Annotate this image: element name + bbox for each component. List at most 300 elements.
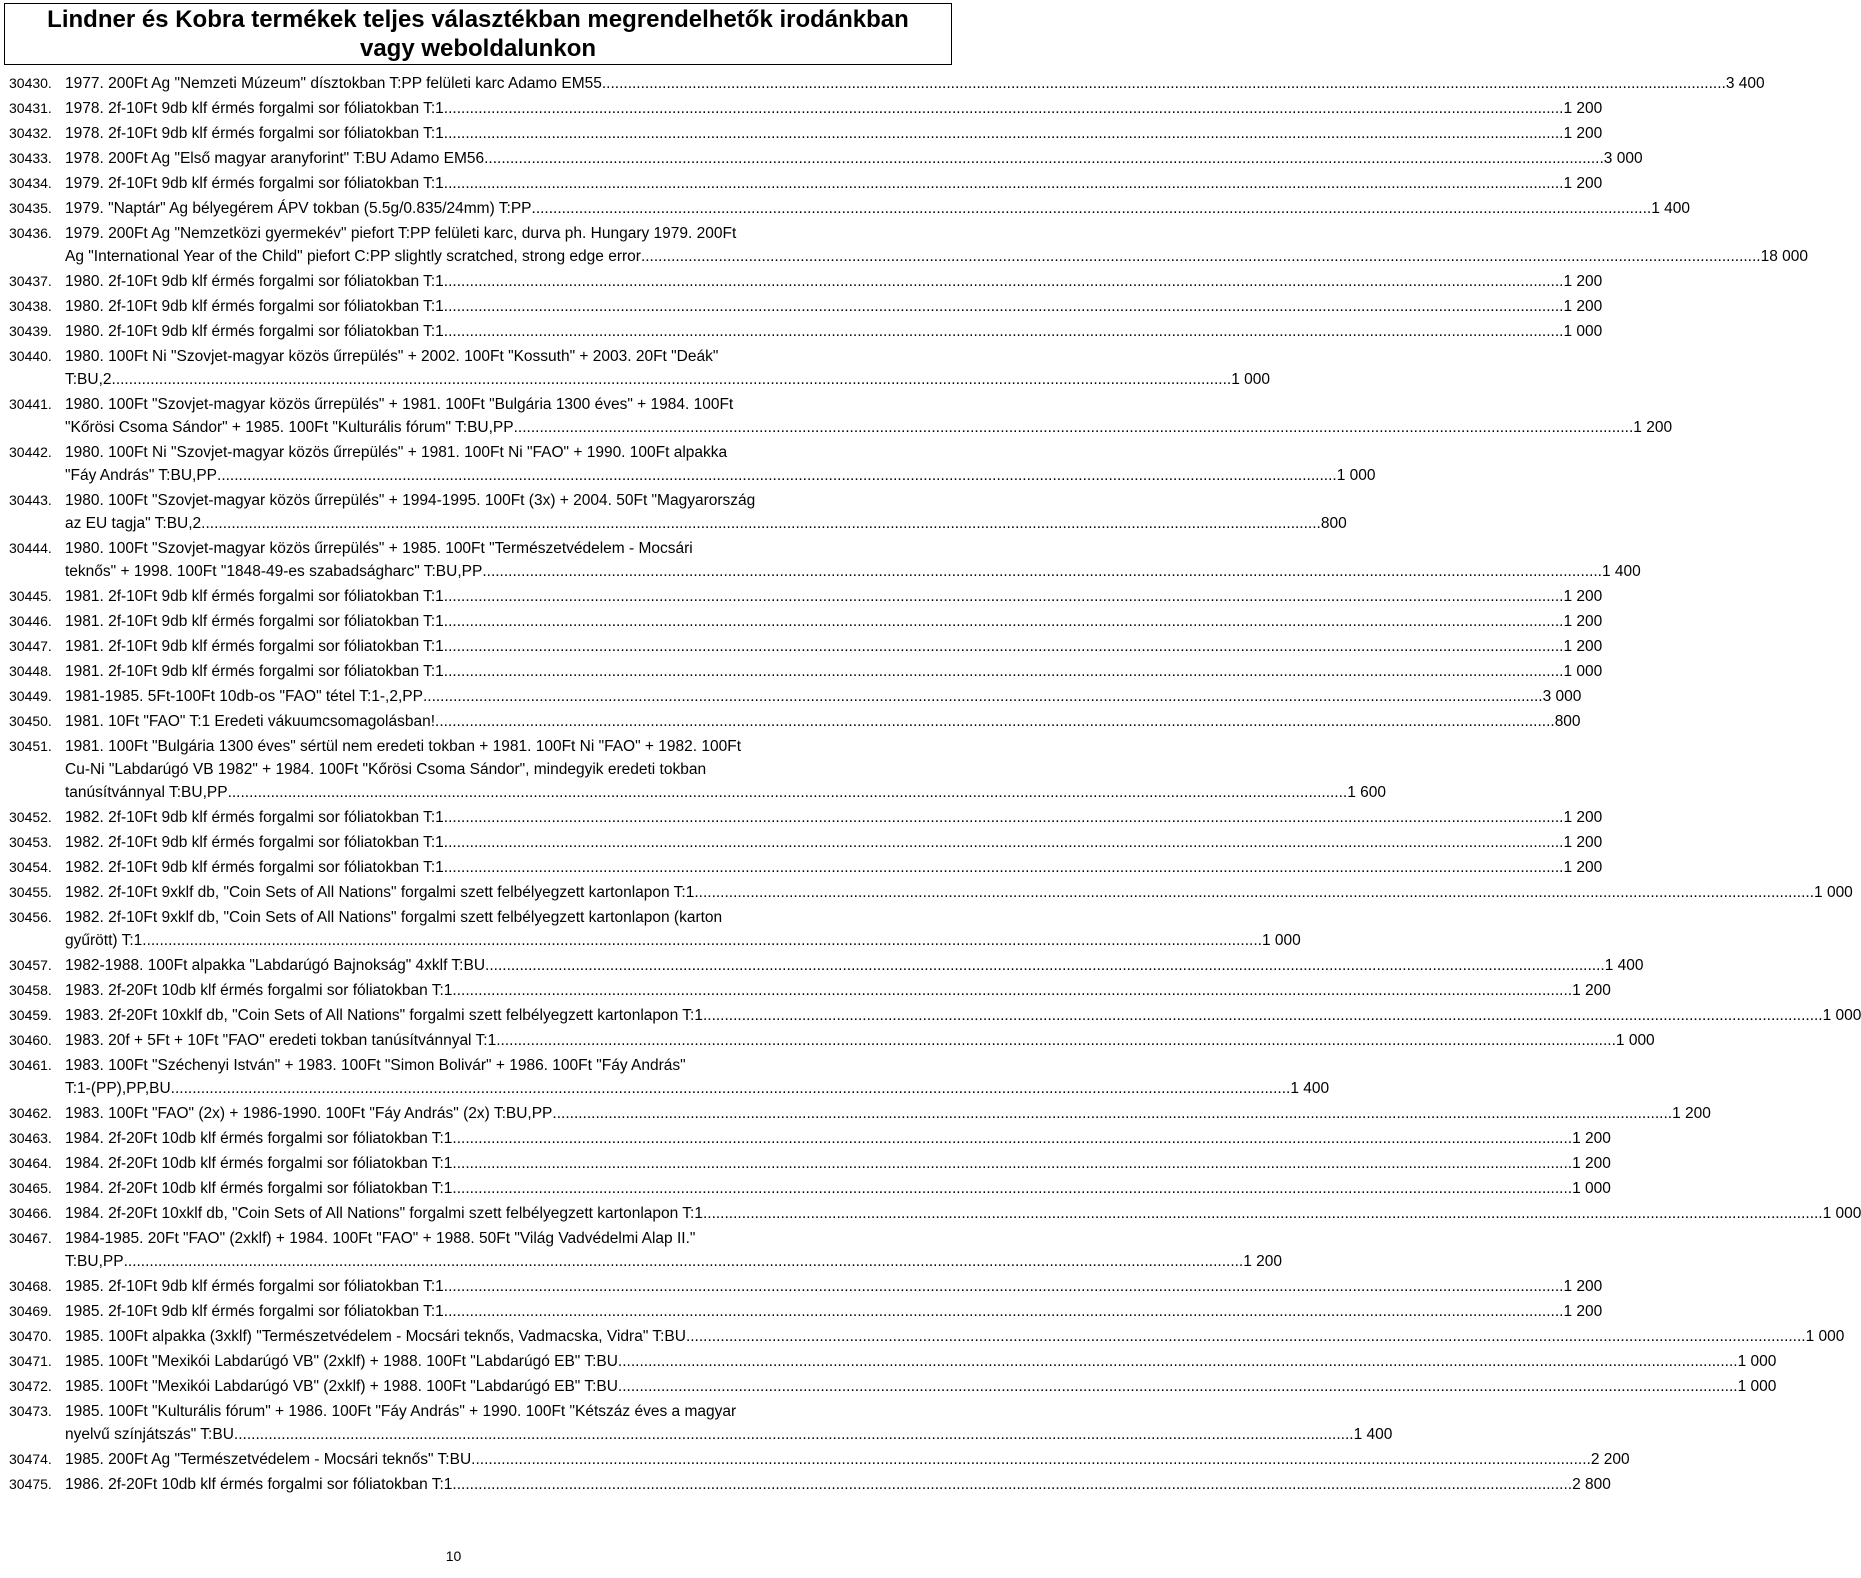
- lot-price: 800: [1320, 515, 1347, 532]
- description-line: [65, 1275, 1603, 1298]
- lot-price: 1 000: [1737, 1378, 1777, 1395]
- lot-price: 1 200: [1563, 809, 1603, 826]
- lot-description: [65, 439, 1376, 487]
- lot-price: 1 600: [1347, 784, 1387, 801]
- lot-description: [65, 1150, 1611, 1175]
- description-text: 1984. 2f-20Ft 10xklf db, "Coin Sets of All Nations" forgalmi szett felbélyegzett kartonlapon T:1: [65, 1205, 703, 1222]
- lot-item: [0, 1298, 1603, 1323]
- lot-number: 30432.: [9, 125, 52, 141]
- description-line: [65, 1177, 1611, 1200]
- description-text: 1978. 2f-10Ft 9db klf érmés forgalmi sor fóliatokban T:1: [65, 125, 444, 142]
- lot-price: 800: [1554, 713, 1581, 730]
- dot-leader: ....................................................................................................................................................................................................................................................................: [640, 248, 1761, 265]
- description-line: [65, 147, 1643, 170]
- description-line: 1985. 100Ft "Kulturális fórum" + 1986. 100Ft "Fáy András" + 1990. 100Ft "Kétszáz éves a magyar: [65, 1403, 737, 1420]
- dot-leader: ....................................................................................................................................................................................................................................................................: [702, 1205, 1823, 1222]
- description-text: 1982. 2f-10Ft 9db klf érmés forgalmi sor fóliatokban T:1: [65, 834, 444, 851]
- dot-leader: ....................................................................................................................................................................................................................................................................: [496, 1032, 1616, 1049]
- dot-leader: ....................................................................................................................................................................................................................................................................: [617, 1353, 1738, 1370]
- description-line: [65, 464, 1376, 487]
- lot-item: [0, 633, 1603, 658]
- lot-price: 18 000: [1760, 248, 1809, 265]
- lot-item: [0, 268, 1603, 293]
- lot-item: [0, 733, 1387, 804]
- lot-description: [65, 1398, 1393, 1446]
- lot-number: 30467.: [9, 1230, 52, 1246]
- description-line: [65, 635, 1603, 658]
- lot-price: 1 400: [1290, 1080, 1330, 1097]
- description-text: 1985. 100Ft "Mexikói Labdarúgó VB" (2xklf) + 1988. 100Ft "Labdarúgó EB" T:BU: [65, 1353, 618, 1370]
- description-text: T:BU,2: [65, 371, 112, 388]
- description-text: 1981. 2f-10Ft 9db klf érmés forgalmi sor fóliatokban T:1: [65, 663, 444, 680]
- lot-description: [65, 633, 1603, 658]
- lot-item: [0, 952, 1644, 977]
- lot-item: [0, 1052, 1330, 1100]
- lot-price: 1 000: [1563, 663, 1603, 680]
- lot-number: 30441.: [9, 396, 52, 412]
- description-text: 1981-1985. 5Ft-100Ft 10db-os "FAO" tétel T:1-,2,PP: [65, 688, 423, 705]
- lot-item: [0, 195, 1690, 220]
- lot-item: [0, 977, 1611, 1002]
- lot-item: [0, 708, 1581, 733]
- description-text: 1979. 2f-10Ft 9db klf érmés forgalmi sor fóliatokban T:1: [65, 175, 444, 192]
- description-line: [65, 320, 1603, 343]
- lot-item: [0, 904, 1301, 952]
- lot-price: 1 400: [1651, 200, 1690, 217]
- lot-item: [0, 854, 1603, 879]
- description-text: 1984. 2f-20Ft 10db klf érmés forgalmi sor fóliatokban T:1: [65, 1130, 453, 1147]
- dot-leader: ....................................................................................................................................................................................................................................................................: [443, 834, 1564, 851]
- dot-leader: ....................................................................................................................................................................................................................................................................: [443, 588, 1564, 605]
- dot-leader: ....................................................................................................................................................................................................................................................................: [685, 1328, 1806, 1345]
- lot-price: 1 200: [1563, 175, 1603, 192]
- lot-description: [65, 343, 1270, 391]
- lot-description: [65, 1471, 1611, 1496]
- lot-price: 1 400: [1604, 957, 1644, 974]
- lot-number: 30437.: [9, 273, 52, 289]
- description-line: 1981. 100Ft "Bulgária 1300 éves" sértül nem eredeti tokban + 1981. 100Ft Ni "FAO" + 1982. 100Ft: [65, 738, 742, 755]
- description-text: Ag "International Year of the Child" piefort C:PP slightly scratched, strong edge error: [65, 248, 641, 265]
- lot-price: 1 000: [1822, 1007, 1861, 1024]
- lot-item: [0, 170, 1603, 195]
- description-text: 1983. 100Ft "FAO" (2x) + 1986-1990. 100Ft "Fáy András" (2x) T:BU,PP: [65, 1105, 553, 1122]
- description-text: 1984. 2f-20Ft 10db klf érmés forgalmi sor fóliatokban T:1: [65, 1155, 453, 1172]
- description-line: 1980. 100Ft "Szovjet-magyar közös űrrepülés" + 1981. 100Ft "Bulgária 1300 éves" + 1984. 100Ft: [65, 396, 734, 413]
- description-line: [65, 295, 1603, 318]
- lot-price: 1 200: [1563, 273, 1603, 290]
- lot-number: 30438.: [9, 298, 52, 314]
- description-line: [65, 1448, 1630, 1471]
- description-text: 1981. 2f-10Ft 9db klf érmés forgalmi sor fóliatokban T:1: [65, 638, 444, 655]
- lot-item: [0, 70, 1765, 95]
- lot-number: 30465.: [9, 1180, 52, 1196]
- lot-number: 30449.: [9, 688, 52, 704]
- description-text: 1985. 2f-10Ft 9db klf érmés forgalmi sor fóliatokban T:1: [65, 1303, 444, 1320]
- description-text: 1986. 2f-20Ft 10db klf érmés forgalmi sor fóliatokban T:1: [65, 1476, 453, 1493]
- lot-number: 30454.: [9, 859, 52, 875]
- description-line: [65, 1004, 1861, 1027]
- lot-description: [65, 391, 1673, 439]
- lot-number: 30448.: [9, 663, 52, 679]
- dot-leader: ....................................................................................................................................................................................................................................................................: [227, 784, 1348, 801]
- lot-number: 30457.: [9, 957, 52, 973]
- lot-price: 1 000: [1231, 371, 1270, 388]
- description-line: 1980. 100Ft "Szovjet-magyar közös űrrepülés" + 1994-1995. 100Ft (3x) + 2004. 50Ft "Magyarország: [65, 492, 756, 509]
- lot-description: [65, 487, 1347, 535]
- description-line: [65, 245, 1809, 268]
- lot-price: 1 200: [1572, 1130, 1611, 1147]
- lot-description: [65, 904, 1301, 952]
- description-line: 1980. 100Ft Ni "Szovjet-magyar közös űrrepülés" + 1981. 100Ft Ni "FAO" + 1990. 100Ft alpakka: [65, 444, 728, 461]
- description-text: 1983. 2f-20Ft 10db klf érmés forgalmi sor fóliatokban T:1: [65, 982, 453, 999]
- description-text: 1982. 2f-10Ft 9xklf db, "Coin Sets of All Nations" forgalmi szett felbélyegzett kartonlapon T:1: [65, 884, 695, 901]
- lot-description: [65, 583, 1603, 608]
- lot-item: [0, 1100, 1711, 1125]
- lot-description: [65, 70, 1765, 95]
- lot-description: [65, 608, 1603, 633]
- lot-item: [0, 1125, 1611, 1150]
- description-text: T:1-(PP),PP,BU: [65, 1080, 171, 1097]
- lot-description: [65, 1175, 1611, 1200]
- lot-description: [65, 1100, 1711, 1125]
- lot-item: [0, 583, 1603, 608]
- lot-number: 30456.: [9, 909, 52, 925]
- lot-item: [0, 343, 1270, 391]
- lot-number: 30460.: [9, 1032, 52, 1048]
- lot-price: 1 200: [1563, 100, 1603, 117]
- description-text: T:BU,PP: [65, 1253, 124, 1270]
- description-text: 1983. 2f-20Ft 10xklf db, "Coin Sets of All Nations" forgalmi szett felbélyegzett kartonlapon T:1: [65, 1007, 703, 1024]
- description-line: [65, 1325, 1845, 1348]
- lot-item: [0, 1373, 1777, 1398]
- lot-description: [65, 170, 1603, 195]
- lot-item: [0, 1002, 1861, 1027]
- lot-item: [0, 683, 1582, 708]
- dot-leader: ....................................................................................................................................................................................................................................................................: [484, 150, 1604, 167]
- lot-description: [65, 95, 1603, 120]
- lot-item: [0, 120, 1603, 145]
- dot-leader: ....................................................................................................................................................................................................................................................................: [435, 713, 1555, 730]
- description-line: [65, 172, 1603, 195]
- dot-leader: ....................................................................................................................................................................................................................................................................: [702, 1007, 1823, 1024]
- dot-leader: ....................................................................................................................................................................................................................................................................: [443, 809, 1564, 826]
- lot-price: 1 200: [1633, 419, 1673, 436]
- lot-description: [65, 708, 1581, 733]
- lot-number: 30445.: [9, 588, 52, 604]
- description-line: [65, 416, 1673, 439]
- description-line: [65, 72, 1765, 95]
- description-line: [65, 270, 1603, 293]
- description-line: [65, 831, 1603, 854]
- page-number: 10: [445, 1548, 462, 1564]
- lot-description: [65, 879, 1853, 904]
- description-text: 1981. 2f-10Ft 9db klf érmés forgalmi sor fóliatokban T:1: [65, 613, 444, 630]
- description-text: 1983. 20f + 5Ft + 10Ft "FAO" eredeti tokban tanúsítvánnyal T:1: [65, 1032, 497, 1049]
- description-line: [65, 954, 1644, 977]
- lot-description: [65, 854, 1603, 879]
- dot-leader: ....................................................................................................................................................................................................................................................................: [443, 1278, 1564, 1295]
- description-text: 1978. 2f-10Ft 9db klf érmés forgalmi sor fóliatokban T:1: [65, 100, 444, 117]
- description-line: [65, 1473, 1611, 1496]
- lot-description: [65, 145, 1643, 170]
- lot-item: [0, 879, 1853, 904]
- lot-number: 30450.: [9, 713, 52, 729]
- dot-leader: ....................................................................................................................................................................................................................................................................: [422, 688, 1543, 705]
- lot-number: 30458.: [9, 982, 52, 998]
- lot-description: [65, 120, 1603, 145]
- lot-item: [0, 145, 1643, 170]
- lot-number: 30464.: [9, 1155, 52, 1171]
- lot-item: [0, 1027, 1655, 1052]
- description-text: 1980. 2f-10Ft 9db klf érmés forgalmi sor fóliatokban T:1: [65, 298, 444, 315]
- description-text: 1977. 200Ft Ag "Nemzeti Múzeum" dísztokban T:PP felületi karc Adamo EM55.: [65, 75, 607, 92]
- description-text: 1982. 2f-10Ft 9db klf érmés forgalmi sor fóliatokban T:1: [65, 809, 444, 826]
- lot-description: [65, 1125, 1611, 1150]
- lot-price: 1 000: [1615, 1032, 1655, 1049]
- lot-number: 30463.: [9, 1130, 52, 1146]
- lot-number: 30475.: [9, 1476, 52, 1492]
- description-line: Cu-Ni "Labdarúgó VB 1982" + 1984. 100Ft "Kőrösi Csoma Sándor", mindegyik eredeti tokban: [65, 761, 707, 778]
- description-line: [65, 585, 1603, 608]
- lot-item: [0, 1398, 1393, 1446]
- lot-price: 1 200: [1563, 859, 1603, 876]
- description-text: "Kőrösi Csoma Sándor" + 1985. 100Ft "Kulturális fórum" T:BU,PP: [65, 419, 514, 436]
- description-text: 1982. 2f-10Ft 9db klf érmés forgalmi sor fóliatokban T:1: [65, 859, 444, 876]
- lot-description: [65, 1027, 1655, 1052]
- lot-item: [0, 1150, 1611, 1175]
- dot-leader: ....................................................................................................................................................................................................................................................................: [617, 1378, 1738, 1395]
- lot-description: [65, 952, 1644, 977]
- dot-leader: ....................................................................................................................................................................................................................................................................: [471, 1451, 1591, 1468]
- dot-leader: ....................................................................................................................................................................................................................................................................: [142, 932, 1262, 949]
- lot-description: [65, 293, 1603, 318]
- dot-leader: ....................................................................................................................................................................................................................................................................: [452, 1130, 1573, 1147]
- description-line: 1983. 100Ft "Széchenyi István" + 1983. 100Ft "Simon Bolivár" + 1986. 100Ft "Fáy András": [65, 1057, 686, 1074]
- dot-leader: ....................................................................................................................................................................................................................................................................: [452, 1180, 1573, 1197]
- lot-price: 1 400: [1353, 1426, 1393, 1443]
- lot-description: [65, 1225, 1283, 1273]
- lot-price: 2 800: [1572, 1476, 1611, 1493]
- lot-description: [65, 829, 1603, 854]
- lot-item: [0, 1323, 1845, 1348]
- dot-leader: ....................................................................................................................................................................................................................................................................: [111, 371, 1232, 388]
- description-text: 1980. 2f-10Ft 9db klf érmés forgalmi sor fóliatokban T:1: [65, 273, 444, 290]
- description-line: [65, 1300, 1603, 1323]
- lot-description: [65, 1323, 1845, 1348]
- lot-price: 1 200: [1563, 588, 1603, 605]
- lot-item: [0, 1200, 1861, 1225]
- lot-price: 1 000: [1261, 932, 1301, 949]
- description-text: tanúsítvánnyal T:BU,PP: [65, 784, 228, 801]
- lot-price: 2 200: [1590, 1451, 1630, 1468]
- lot-description: [65, 535, 1641, 583]
- lot-item: [0, 829, 1603, 854]
- lot-item: [0, 535, 1641, 583]
- description-line: [65, 368, 1270, 391]
- dot-leader: ....................................................................................................................................................................................................................................................................: [443, 298, 1564, 315]
- lot-description: [65, 318, 1603, 343]
- lot-number: 30433.: [9, 150, 52, 166]
- description-text: 1978. 200Ft Ag "Első magyar aranyforint" T:BU Adamo EM56: [65, 150, 485, 167]
- dot-leader: ....................................................................................................................................................................................................................................................................: [452, 982, 1573, 999]
- description-line: [65, 560, 1641, 583]
- description-line: [65, 1152, 1611, 1175]
- description-text: "Fáy András" T:BU,PP: [65, 467, 218, 484]
- lot-price: 1 000: [1563, 323, 1603, 340]
- dot-leader: ....................................................................................................................................................................................................................................................................: [201, 515, 1321, 532]
- lot-number: 30444.: [9, 540, 52, 556]
- dot-leader: ....................................................................................................................................................................................................................................................................: [443, 100, 1564, 117]
- lot-number: 30474.: [9, 1451, 52, 1467]
- description-text: 1981. 2f-10Ft 9db klf érmés forgalmi sor fóliatokban T:1: [65, 588, 444, 605]
- description-text: az EU tagja" T:BU,2: [65, 515, 202, 532]
- description-text: 1984. 2f-20Ft 10db klf érmés forgalmi sor fóliatokban T:1: [65, 1180, 453, 1197]
- dot-leader: ....................................................................................................................................................................................................................................................................: [443, 175, 1564, 192]
- description-line: [65, 1029, 1655, 1052]
- lot-description: [65, 1052, 1330, 1100]
- lot-price: 1 000: [1805, 1328, 1845, 1345]
- lot-item: [0, 658, 1603, 683]
- lot-item: [0, 487, 1347, 535]
- description-line: [65, 979, 1611, 1002]
- description-text: 1980. 2f-10Ft 9db klf érmés forgalmi sor fóliatokban T:1: [65, 323, 444, 340]
- header-line-1: Lindner és Kobra termékek teljes választékban megrendelhetők irodánkban: [47, 6, 909, 33]
- lot-description: [65, 1298, 1603, 1323]
- lot-item: [0, 1175, 1611, 1200]
- description-line: [65, 1375, 1777, 1398]
- description-line: 1982. 2f-10Ft 9xklf db, "Coin Sets of All Nations" forgalmi szett felbélyegzett kartonlapon (karton: [65, 909, 723, 926]
- header-line-2: vagy weboldalunkon: [359, 35, 597, 62]
- lot-price: 1 200: [1563, 834, 1603, 851]
- description-line: [65, 1102, 1711, 1125]
- lot-description: [65, 658, 1603, 683]
- lot-number: 30462.: [9, 1105, 52, 1121]
- lot-price: 1 200: [1572, 1155, 1611, 1172]
- lot-description: [65, 220, 1809, 268]
- description-line: 1980. 100Ft "Szovjet-magyar közös űrrepülés" + 1985. 100Ft "Természetvédelem - Mocsári: [65, 540, 693, 557]
- lot-price: 1 200: [1243, 1253, 1283, 1270]
- description-text: 1982-1988. 100Ft alpakka "Labdarúgó Bajnokság" 4xklf T:BU: [65, 957, 486, 974]
- lot-number: 30472.: [9, 1378, 52, 1394]
- lot-number: 30452.: [9, 809, 52, 825]
- description-text: 1985. 100Ft "Mexikói Labdarúgó VB" (2xklf) + 1988. 100Ft "Labdarúgó EB" T:BU: [65, 1378, 618, 1395]
- description-line: [65, 1250, 1283, 1273]
- lot-number: 30440.: [9, 348, 52, 364]
- lot-price: 3 400: [1725, 75, 1765, 92]
- description-line: [65, 1350, 1777, 1373]
- description-line: [65, 197, 1690, 220]
- lot-price: 1 200: [1563, 125, 1603, 142]
- description-line: 1979. 200Ft Ag "Nemzetközi gyermekév" piefort T:PP felületi karc, durva ph. Hungary 1979. 200Ft: [65, 225, 737, 242]
- dot-leader: ....................................................................................................................................................................................................................................................................: [443, 638, 1564, 655]
- dot-leader: ....................................................................................................................................................................................................................................................................: [443, 613, 1564, 630]
- dot-leader: ....................................................................................................................................................................................................................................................................: [443, 323, 1564, 340]
- dot-leader: ....................................................................................................................................................................................................................................................................: [233, 1426, 1354, 1443]
- description-line: 1984-1985. 20Ft "FAO" (2xklf) + 1984. 100Ft "FAO" + 1988. 50Ft "Világ Vadvédelmi Alap II.": [65, 1230, 696, 1247]
- description-text: 1979. "Naptár" Ag bélyegérem ÁPV tokban (5.5g/0.835/24mm) T:PP: [65, 200, 532, 217]
- lot-item: [0, 95, 1603, 120]
- lot-description: [65, 195, 1690, 220]
- lot-price: 1 200: [1563, 1278, 1603, 1295]
- lot-price: 1 000: [1822, 1205, 1861, 1222]
- description-line: [65, 856, 1603, 879]
- lot-number: 30439.: [9, 323, 52, 339]
- lot-price: 1 200: [1672, 1105, 1711, 1122]
- page-header: [4, 3, 952, 65]
- lot-item: [0, 1471, 1611, 1496]
- description-line: [65, 1127, 1611, 1150]
- lot-description: [65, 683, 1582, 708]
- lot-item: [0, 220, 1809, 268]
- lot-item: [0, 293, 1603, 318]
- lot-number: 30436.: [9, 225, 52, 241]
- description-text: 1985. 2f-10Ft 9db klf érmés forgalmi sor fóliatokban T:1: [65, 1278, 444, 1295]
- lot-price: 1 200: [1563, 1303, 1603, 1320]
- description-line: [65, 806, 1603, 829]
- lot-number: 30435.: [9, 200, 52, 216]
- description-text: 1985. 100Ft alpakka (3xklf) "Természetvédelem - Mocsári teknős, Vadmacska, Vidra" T:BU: [65, 1328, 686, 1345]
- dot-leader: ....................................................................................................................................................................................................................................................................: [482, 563, 1602, 580]
- dot-leader: ....................................................................................................................................................................................................................................................................: [694, 884, 1815, 901]
- description-text: nyelvű színjátszás" T:BU: [65, 1426, 234, 1443]
- lot-item: [0, 318, 1603, 343]
- dot-leader: ....................................................................................................................................................................................................................................................................: [452, 1476, 1573, 1493]
- lot-price: 1 000: [1572, 1180, 1611, 1197]
- lot-price: 1 000: [1737, 1353, 1777, 1370]
- lot-number: 30443.: [9, 492, 52, 508]
- lot-number: 30447.: [9, 638, 52, 654]
- dot-leader: ....................................................................................................................................................................................................................................................................: [606, 75, 1726, 92]
- dot-leader: ....................................................................................................................................................................................................................................................................: [513, 419, 1634, 436]
- lot-price: 1 200: [1572, 982, 1611, 999]
- lot-description: [65, 268, 1603, 293]
- lot-number: 30473.: [9, 1403, 52, 1419]
- lot-description: [65, 1373, 1777, 1398]
- lot-number: 30471.: [9, 1353, 52, 1369]
- lot-item: [0, 1225, 1283, 1273]
- dot-leader: ....................................................................................................................................................................................................................................................................: [443, 273, 1564, 290]
- lot-item: [0, 391, 1673, 439]
- description-line: [65, 1202, 1861, 1225]
- lot-number: 30455.: [9, 884, 52, 900]
- lot-price: 1 200: [1563, 638, 1603, 655]
- lot-list: [0, 70, 1861, 1496]
- lot-number: 30446.: [9, 613, 52, 629]
- description-line: [65, 1077, 1330, 1100]
- dot-leader: ....................................................................................................................................................................................................................................................................: [443, 663, 1564, 680]
- description-line: [65, 97, 1603, 120]
- dot-leader: ....................................................................................................................................................................................................................................................................: [452, 1155, 1573, 1172]
- lot-description: [65, 977, 1611, 1002]
- description-line: [65, 781, 1387, 804]
- lot-number: 30469.: [9, 1303, 52, 1319]
- description-line: [65, 660, 1603, 683]
- lot-number: 30461.: [9, 1057, 52, 1073]
- lot-description: [65, 1273, 1603, 1298]
- dot-leader: ....................................................................................................................................................................................................................................................................: [485, 957, 1605, 974]
- lot-item: [0, 439, 1376, 487]
- description-line: 1980. 100Ft Ni "Szovjet-magyar közös űrrepülés" + 2002. 100Ft "Kossuth" + 2003. 20Ft "Deák": [65, 348, 719, 365]
- description-line: [65, 122, 1603, 145]
- dot-leader: ....................................................................................................................................................................................................................................................................: [552, 1105, 1673, 1122]
- lot-price: 1 000: [1814, 884, 1853, 901]
- description-text: 1981. 10Ft "FAO" T:1 Eredeti vákuumcsomagolásban!: [65, 713, 436, 730]
- description-line: [65, 881, 1853, 904]
- lot-description: [65, 733, 1387, 804]
- dot-leader: ....................................................................................................................................................................................................................................................................: [443, 125, 1564, 142]
- lot-number: 30453.: [9, 834, 52, 850]
- lot-price: 1 200: [1563, 298, 1603, 315]
